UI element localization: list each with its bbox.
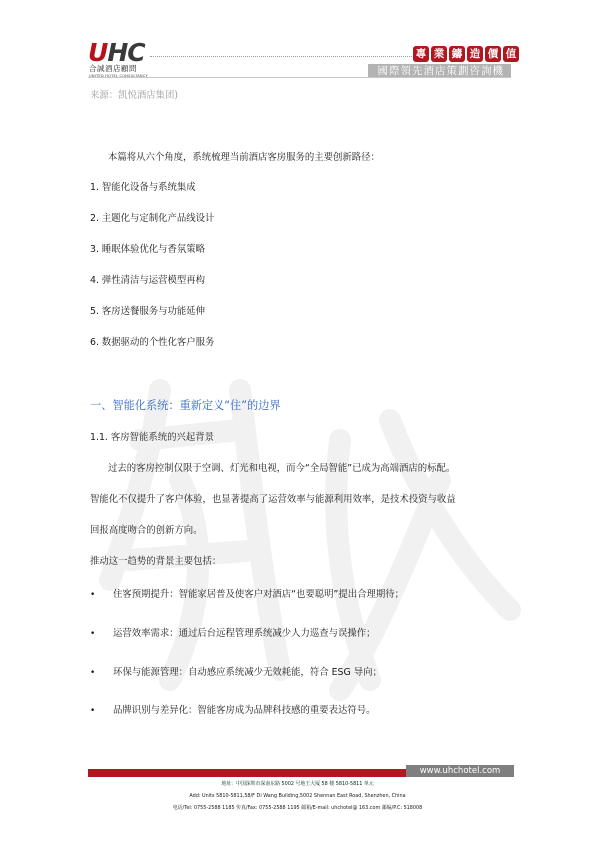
slogan-seal: 業	[431, 46, 447, 62]
footer-address-en: Add: Units 5810-5811,58/F Di Wang Building,5002 Shennan East Road, Shenzhen, China	[189, 793, 406, 799]
bullet-item: 品牌识别与差异化：智能客房成为品牌科技感的重要表达符号。	[113, 705, 376, 716]
list-item: 2. 主题化与定制化产品线设计	[90, 213, 215, 224]
header-rule	[88, 77, 511, 78]
footer-contact: 电话/Tel: 0755-2588 1185 传真/Fax: 0755-2588 1195 邮箱/E-mail: uhchotel@ 163.com 邮编/P.C: 518008	[172, 805, 423, 811]
list-item: 6. 数据驱动的个性化客户服务	[90, 337, 215, 348]
logo-monogram: UHC	[88, 38, 145, 67]
slogan-seal: 值	[503, 46, 519, 62]
intro-paragraph: 本篇将从六个角度，系统梳理当前酒店客房服务的主要创新路径：	[108, 152, 380, 163]
logo-chinese-name: 合誠酒店顧問	[89, 64, 137, 73]
bullet-item: 住客预期提升：智能家居普及使客户对酒店“也要聪明”提出合理期待；	[113, 589, 404, 600]
bullet-dot: •	[90, 668, 96, 678]
list-item: 5. 客房送餐服务与功能延伸	[90, 306, 206, 317]
slogan-seal: 造	[467, 46, 483, 62]
bullet-item: 运营效率需求：通过后台远程管理系统减少人力巡查与误操作；	[113, 628, 376, 639]
body-paragraph-line: 回报高度吻合的创新方向。	[90, 525, 203, 536]
bullet-dot: •	[90, 629, 96, 639]
bullet-intro: 推动这一趋势的背景主要包括：	[90, 556, 222, 567]
section-heading: 一、智能化系统：重新定义“住”的边界	[90, 399, 281, 412]
footer-website[interactable]: www.uhchotel.com	[406, 765, 514, 777]
slogan-seal: 鑄	[449, 46, 465, 62]
list-item: 3. 睡眠体验优化与香氛策略	[90, 244, 206, 255]
body-paragraph-line: 智能化不仅提升了客户体验，也显著提高了运营效率与能源利用效率，是技术投资与收益	[90, 494, 456, 505]
list-item: 4. 弹性清洁与运营模型再构	[90, 275, 206, 286]
slogan-seals	[413, 46, 519, 63]
header-tagline-band: 國際領先酒店策劃咨詢機構	[368, 64, 511, 78]
logo-english-name: UNITED HOTEL CONSULTANCY	[89, 74, 148, 78]
company-logo	[88, 38, 148, 78]
bullet-item: 环保与能源管理：自动感应系统减少无效耗能，符合 ESG 导向；	[113, 667, 382, 678]
source-note: 来源：凯悦酒店集团)	[90, 90, 179, 101]
slogan-seal: 專	[413, 46, 429, 62]
footer-address-cn: 地址：中国深圳市深南东路 5002 号地王大厦 58 楼 5810-5811 单元	[221, 781, 374, 787]
footer-red-bar	[88, 769, 406, 777]
slogan-seal: 價	[485, 46, 501, 62]
body-paragraph-line: 过去的客房控制仅限于空调、灯光和电视，而今“全局智能”已成为高端酒店的标配。	[108, 463, 456, 474]
header-dotted-rule	[150, 56, 412, 57]
subsection-heading: 1.1. 客房智能系统的兴起背景	[90, 432, 214, 443]
bullet-dot: •	[90, 590, 96, 600]
bullet-dot: •	[90, 706, 96, 716]
list-item: 1. 智能化设备与系统集成	[90, 182, 196, 193]
